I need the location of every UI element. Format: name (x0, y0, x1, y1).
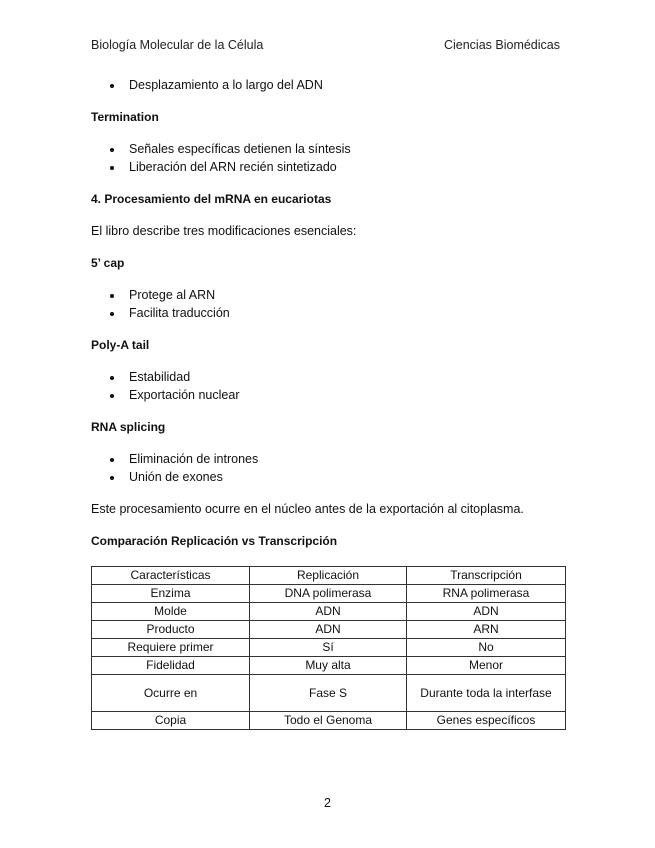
table-cell: Requiere primer (92, 639, 250, 657)
list-item: Señales específicas detienen la síntesis (129, 140, 565, 158)
table-row (92, 675, 566, 712)
top-bullet-list (91, 76, 565, 94)
table-cell: Molde (92, 603, 250, 621)
polya-list (91, 368, 565, 404)
header-left: Biología Molecular de la Célula (91, 38, 264, 52)
table-cell: Copia (92, 712, 250, 730)
table-cell: ADN (407, 603, 566, 621)
table-row (92, 712, 566, 730)
table-cell: Producto (92, 621, 250, 639)
column-header: Características (92, 567, 250, 585)
list-item: Eliminación de intrones (129, 450, 565, 468)
list-item: Unión de exones (129, 468, 565, 486)
table-cell: No (407, 639, 566, 657)
list-item: Desplazamiento a lo largo del ADN (129, 76, 565, 94)
table-cell: ADN (250, 603, 407, 621)
termination-heading: Termination (91, 110, 159, 124)
header-right: Ciencias Biomédicas (443, 38, 560, 52)
table-row (92, 639, 566, 657)
table-row (92, 621, 566, 639)
table-header-row (92, 567, 566, 585)
table-row (92, 657, 566, 675)
table-cell: Muy alta (250, 657, 407, 675)
splicing-heading: RNA splicing (91, 420, 166, 434)
table-cell: Durante toda la interfase (407, 675, 566, 712)
table-cell: DNA polimerasa (250, 585, 407, 603)
page-header (91, 38, 560, 52)
table-cell: Fidelidad (92, 657, 250, 675)
polya-heading: Poly-A tail (91, 338, 150, 352)
cap-heading: 5’ cap (91, 256, 125, 270)
list-item: Liberación del ARN recién sintetizado (129, 158, 565, 176)
comparison-table (91, 566, 566, 730)
table-cell: Menor (407, 657, 566, 675)
table-row (92, 585, 566, 603)
table-row (92, 603, 566, 621)
list-item: Exportación nuclear (129, 386, 565, 404)
column-header: Transcripción (407, 567, 566, 585)
table-cell: Genes específicos (407, 712, 566, 730)
cap-list (91, 286, 565, 322)
section4-closing: Este procesamiento ocurre en el núcleo antes de la exportación al citoplasma. (91, 502, 524, 516)
column-header: Replicación (250, 567, 407, 585)
list-item: Facilita traducción (129, 304, 565, 322)
list-item: Protege al ARN (129, 286, 565, 304)
splicing-list (91, 450, 565, 486)
table-cell: Todo el Genoma (250, 712, 407, 730)
table-cell: Sí (250, 639, 407, 657)
table-cell: ARN (407, 621, 566, 639)
table-cell: Ocurre en (92, 675, 250, 712)
table-cell: ADN (250, 621, 407, 639)
page-number: 2 (324, 796, 331, 810)
table-cell: Enzima (92, 585, 250, 603)
comparison-heading: Comparación Replicación vs Transcripción (91, 534, 338, 548)
section4-heading: 4. Procesamiento del mRNA en eucariotas (91, 192, 332, 206)
list-item: Estabilidad (129, 368, 565, 386)
page-content (91, 76, 565, 730)
termination-list (91, 140, 565, 176)
section4-intro: El libro describe tres modificaciones esenciales: (91, 224, 357, 238)
table-cell: RNA polimerasa (407, 585, 566, 603)
table-cell: Fase S (250, 675, 407, 712)
